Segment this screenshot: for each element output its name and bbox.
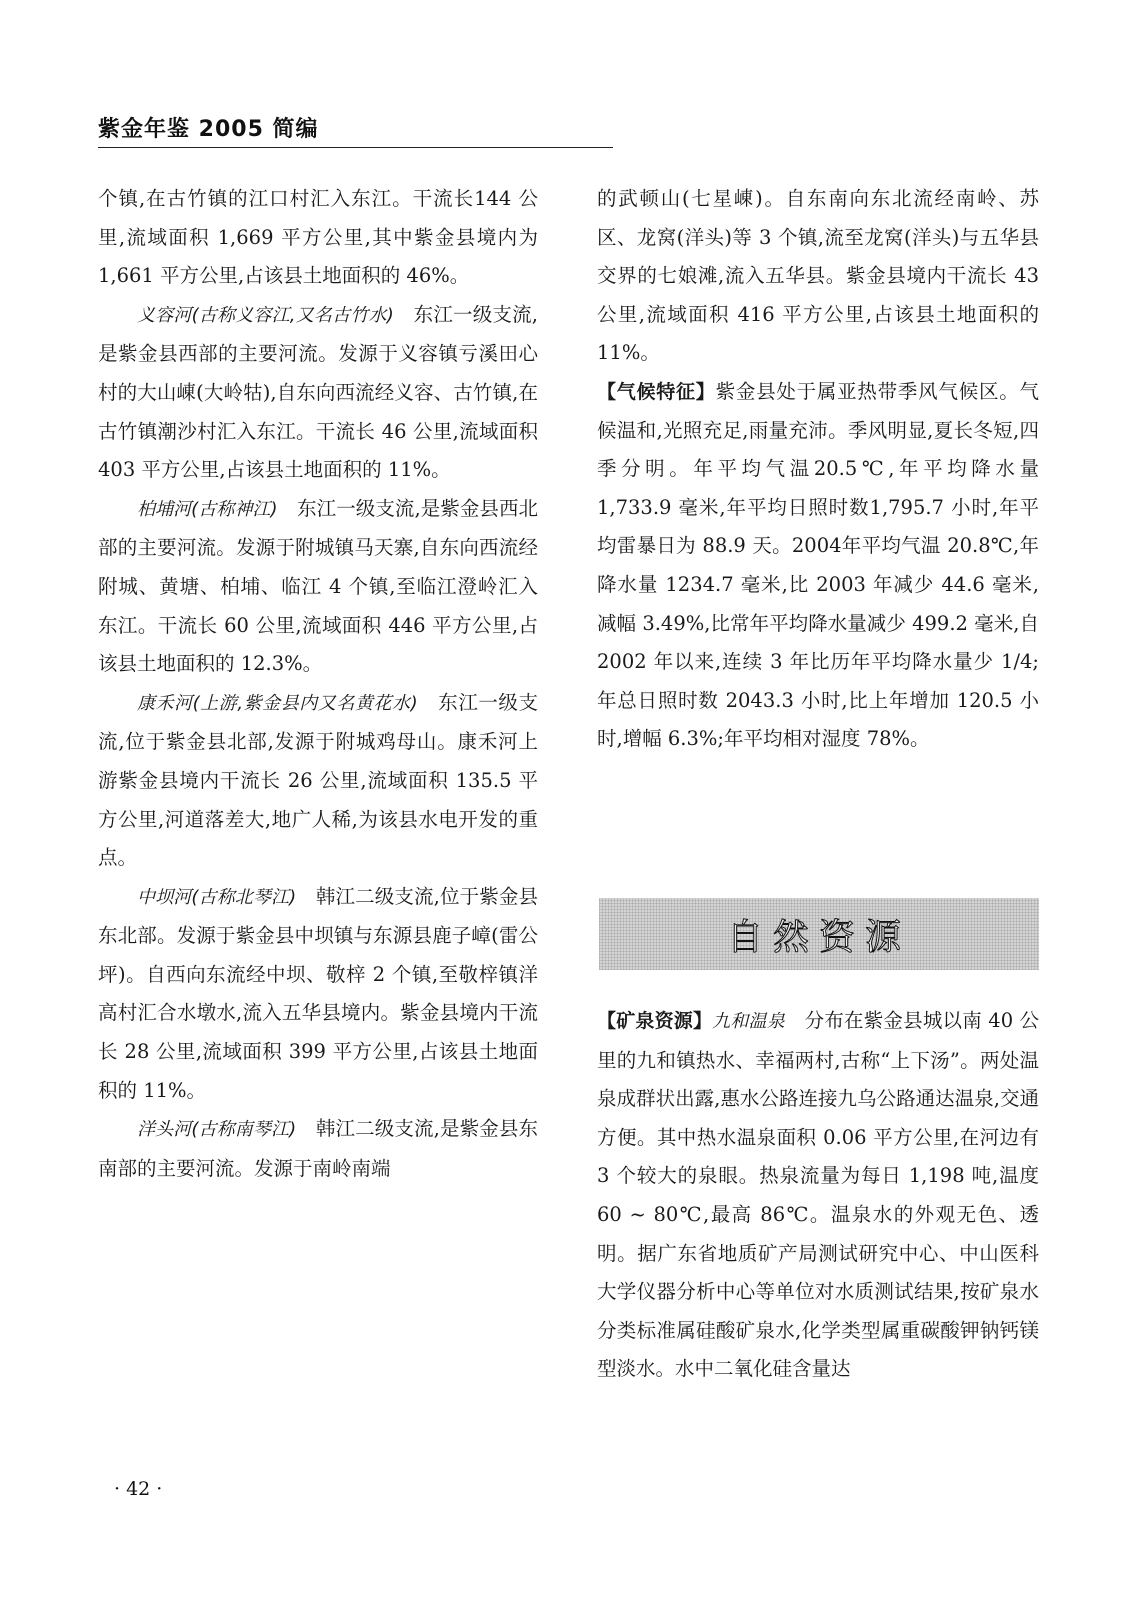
term-zhongbahe: 中坝河(古称北琴江) bbox=[137, 886, 297, 908]
section-title: 自然资源 bbox=[726, 916, 911, 958]
section-banner bbox=[599, 898, 1039, 970]
term-kanghehe: 康禾河(上游,紫金县内又名黄花水) bbox=[137, 692, 418, 714]
text-mineral-spring: 分布在紫金县城以南 40 公里的九和镇热水、幸福两村,古称“上下汤”。两处温泉成群状出露,惠水公路连接九乌公路通达温泉,交通方便。其中热水温泉面积 0.06 平方公里,在河边有 3 个较大的泉眼。热泉流量为每日 1,198 吨,温度 60 ~ 80℃,最高 86℃。温泉水的外观无色、透明。据广东省地质矿产局测试研究中心、中山医科大学仪器分析中心等单位对水质测试结果,按矿泉水分类标准属硅酸矿泉水,化学类型属重碳酸钾钠钙镁型淡水。水中二氧化硅含量达 bbox=[597, 1009, 1039, 1381]
label-climate: 【气候特征】 bbox=[597, 380, 716, 403]
paragraph-mineral-spring bbox=[597, 1002, 1039, 1389]
paragraph-climate bbox=[597, 373, 1039, 759]
text-climate: 紫金县处于属亚热带季风气候区。气候温和,光照充足,雨量充沛。季风明显,夏长冬短,四季分明。年平均气温20.5℃,年平均降水量 1,733.9 毫米,年平均日照时数1,795.7 小时,年平均雷暴日为 88.9 天。2004年平均气温 20.8℃,年降水量 1234.7 毫米,比 2003 年减少 44.6 毫米,减幅 3.49%,比常年平均降水量减少 499.2 毫米,自 2002 年以来,连续 3 年比历年平均降水量少 1/4;年总日照时数 2043.3 小时,比上年增加 120.5 小时,增幅 6.3%;年平均相对湿度 78%。 bbox=[597, 379, 1039, 751]
right-column-bottom bbox=[597, 1002, 1039, 1389]
text-baipuhe: 东江一级支流,是紫金县西北部的主要河流。发源于附城镇马天寨,自东向西流经附城、黄塘、柏埔、临江 4 个镇,至临江澄岭汇入东江。干流长 60 公里,流域面积 446 平方公里,占该县土地面积的 12.3%。 bbox=[98, 496, 538, 676]
paragraph-yironghe bbox=[98, 296, 538, 490]
paragraph-dongjiang-end: 个镇,在古竹镇的江口村汇入东江。干流长144 公里,流域面积 1,669 平方公里,其中紫金县境内为 1,661 平方公里,占该县土地面积的 46%。 bbox=[98, 187, 538, 288]
text-zhongbahe: 韩江二级支流,位于紫金县东北部。发源于紫金县中坝镇与东源县鹿子嶂(雷公坪)。自西向东流经中坝、敬梓 2 个镇,至敬梓镇洋高村汇合水墩水,流入五华县境内。紫金县境内干流长 28 公里,流域面积 399 平方公里,占该县土地面积的 11%。 bbox=[98, 884, 538, 1102]
paragraph-yangtouhe bbox=[98, 1110, 538, 1188]
text-yironghe: 东江一级支流,是紫金县西部的主要河流。发源于义容镇亏溪田心村的大山崠(大岭牯),自东向西流经义容、古竹镇,在古竹镇潮沙村汇入东江。干流长 46 公里,流域面积 403 平方公里,占该县土地面积的 11%。 bbox=[98, 302, 539, 482]
term-yironghe: 义容河(古称义容江,又名古竹水) bbox=[137, 304, 394, 326]
left-column bbox=[98, 180, 538, 1188]
term-jiuhe-spring: 九和温泉 bbox=[712, 1011, 785, 1032]
paragraph-baipuhe bbox=[98, 490, 538, 684]
running-header: 紫金年鉴 2005 简编 bbox=[98, 117, 319, 142]
text-yangtouhe: 韩江二级支流,是紫金县东南部的主要河流。发源于南岭南端 bbox=[98, 1117, 538, 1180]
term-baipuhe: 柏埔河(古称神江) bbox=[137, 498, 278, 520]
paragraph-kanghehe bbox=[98, 684, 538, 878]
right-column-top bbox=[597, 180, 1039, 759]
text-kanghehe: 东江一级支流,位于紫金县北部,发源于附城鸡母山。康禾河上游紫金县境内干流长 26 公里,流域面积 135.5 平方公里,河道落差大,地广人稀,为该县水电开发的重点。 bbox=[98, 690, 538, 870]
paragraph-zhongbahe bbox=[98, 878, 538, 1111]
header-rule bbox=[98, 147, 613, 148]
page-number: · 42 · bbox=[114, 1478, 163, 1500]
paragraph-yangtouhe-end: 的武顿山(七星崠)。自东南向东北流经南岭、苏区、龙窝(洋头)等 3 个镇,流至龙窝(洋头)与五华县交界的七娘滩,流入五华县。紫金县境内干流长 43 公里,流域面积 416 平方公里,占该县土地面积的 11%。 bbox=[597, 187, 1039, 365]
term-yangtouhe: 洋头河(古称南琴江) bbox=[137, 1119, 297, 1141]
label-mineral-spring: 【矿泉资源】 bbox=[597, 1010, 713, 1032]
